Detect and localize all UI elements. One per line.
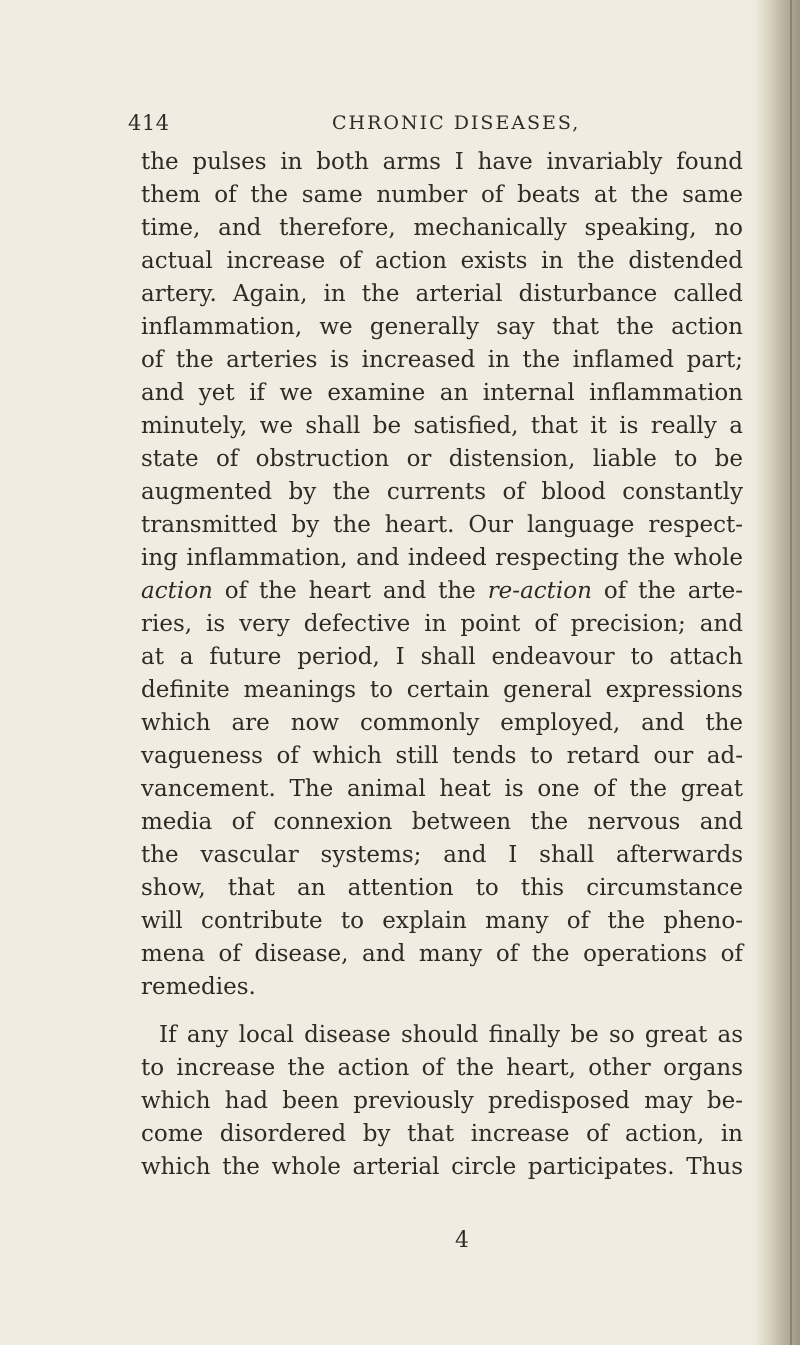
text-line: ing inflammation, and indeed respecting the whole xyxy=(141,545,743,571)
text-line: of the arteries is increased in the inflamed part; xyxy=(141,347,743,373)
text-line: which had been previously predisposed may be- xyxy=(141,1088,743,1114)
text-line: definite meanings to certain general expressions xyxy=(141,677,743,703)
text-line: which the whole arterial circle participates. Thus xyxy=(141,1154,743,1180)
page-binding-edge xyxy=(754,0,800,1345)
text-line: media of connexion between the nervous and xyxy=(141,809,743,835)
text-line: at a future period, I shall endeavour to attach xyxy=(141,644,743,670)
text-line-italic-phrase xyxy=(141,575,743,608)
text-line: time, and therefore, mechanically speaking, no xyxy=(141,215,743,241)
text-line: actual increase of action exists in the distended xyxy=(141,248,743,274)
italic-word: action xyxy=(141,578,213,604)
text-line: the vascular systems; and I shall afterwards xyxy=(141,842,743,868)
text-line: them of the same number of beats at the same xyxy=(141,182,743,208)
text-line: will contribute to explain many of the pheno- xyxy=(141,908,743,934)
text-line: remedies. xyxy=(141,974,256,1000)
paragraph-start: If any local disease should finally be so great as xyxy=(159,1022,743,1048)
italic-word: re-action xyxy=(487,578,592,604)
text-line: vagueness of which still tends to retard our ad- xyxy=(141,743,743,769)
text-fragment: of the heart and the xyxy=(224,578,476,604)
text-line: augmented by the currents of blood constantly xyxy=(141,479,743,505)
page-number: 414 xyxy=(128,111,170,135)
text-line: artery. Again, in the arterial disturbance called xyxy=(141,281,743,307)
text-line: transmitted by the heart. Our language respect- xyxy=(141,512,743,538)
text-line: which are now commonly employed, and the xyxy=(141,710,743,736)
text-line: inflammation, we generally say that the action xyxy=(141,314,743,340)
text-line: state of obstruction or distension, liable to be xyxy=(141,446,743,472)
text-line: show, that an attention to this circumstance xyxy=(141,875,743,901)
page-header xyxy=(128,111,648,139)
text-line: vancement. The animal heat is one of the great xyxy=(141,776,743,802)
text-line: come disordered by that increase of action, in xyxy=(141,1121,743,1147)
text-line: mena of disease, and many of the operations of xyxy=(141,941,743,967)
text-line: and yet if we examine an internal inflammation xyxy=(141,380,743,406)
body-text xyxy=(141,146,743,1184)
text-line: minutely, we shall be satisfied, that it is really a xyxy=(141,413,743,439)
running-head: CHRONIC DISEASES, xyxy=(332,112,581,134)
text-line: to increase the action of the heart, other organs xyxy=(141,1055,743,1081)
text-line: ries, is very defective in point of precision; and xyxy=(141,611,743,637)
text-fragment: of the arte- xyxy=(603,578,744,604)
signature-mark: 4 xyxy=(455,1228,469,1253)
text-line: the pulses in both arms I have invariably found xyxy=(141,149,743,175)
